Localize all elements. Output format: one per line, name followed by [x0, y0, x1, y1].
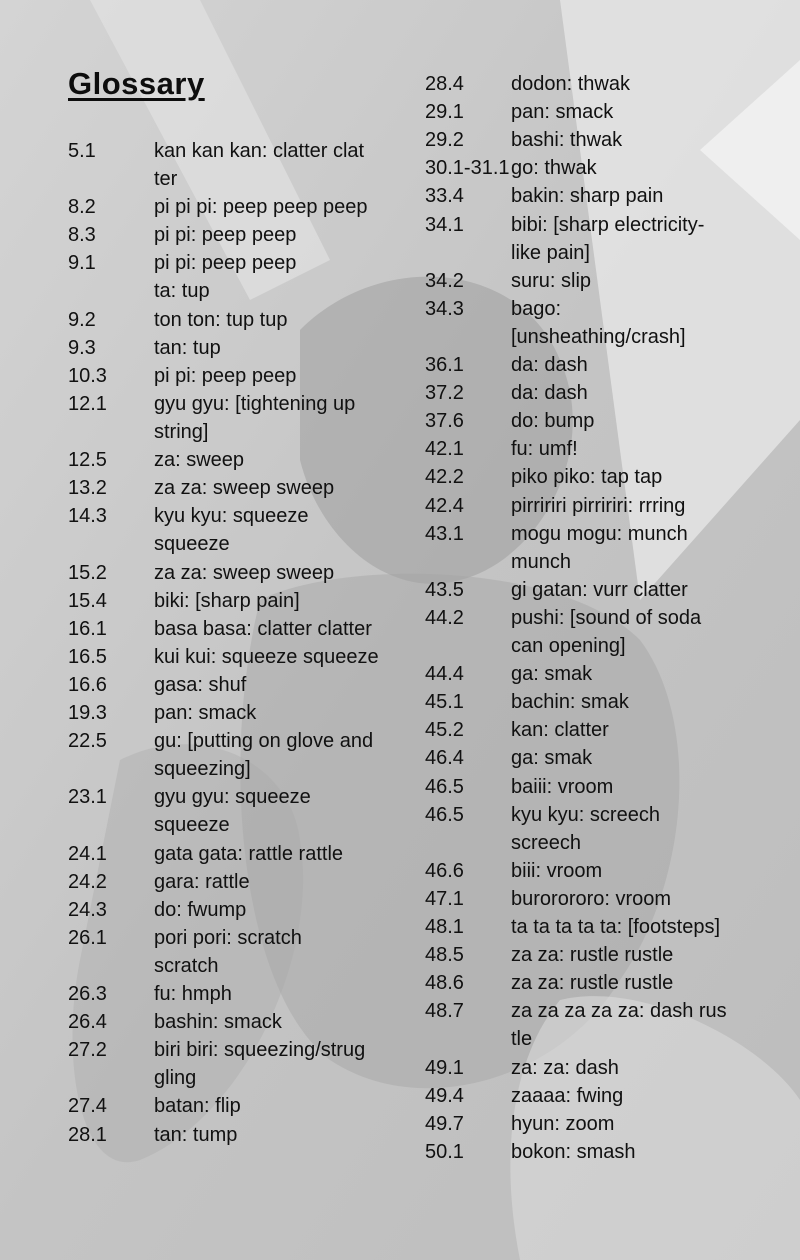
page-panel-number: 46.5 [425, 775, 464, 798]
translation-line: kan: clatter [511, 719, 609, 742]
page-panel-number: 30.1-31.1 [425, 157, 510, 180]
page-panel-number: 14.3 [68, 505, 107, 528]
translation-line: biii: vroom [511, 859, 603, 882]
page-panel-number: 49.7 [425, 1112, 464, 1135]
page-panel-number: 24.2 [68, 870, 107, 893]
translation-line: pan: smack [154, 702, 257, 724]
glossary-entry [68, 896, 403, 924]
sound-effect-translation [511, 801, 771, 857]
page-panel-number: 43.1 [425, 522, 464, 545]
page-panel-number: 48.7 [425, 1000, 464, 1023]
page-panel-number: 13.2 [68, 477, 107, 500]
sound-effect-translation [154, 615, 404, 643]
sound-effect-translation [154, 868, 404, 896]
translation-line: batan: flip [154, 1095, 241, 1118]
sound-effect-translation [154, 559, 404, 587]
page-panel-number: 46.6 [425, 859, 464, 882]
glossary-entry [68, 643, 403, 671]
page-panel-number: 43.5 [425, 578, 464, 601]
page-panel-number: 9.3 [68, 336, 96, 359]
glossary-entry [425, 801, 800, 857]
glossary-entry [425, 182, 800, 210]
glossary-entry [68, 924, 403, 980]
translation-line: squeezing] [154, 758, 251, 781]
glossary-entry [425, 154, 800, 182]
translation-line: za za: rustle rustle [511, 944, 674, 967]
page-panel-number: 45.2 [425, 719, 464, 742]
page-panel-number: 48.6 [425, 972, 464, 995]
glossary-entry [425, 1138, 800, 1166]
sound-effect-translation [511, 154, 771, 182]
sound-effect-translation [154, 727, 404, 783]
glossary-entry [425, 492, 800, 520]
page-panel-number: 42.4 [425, 494, 464, 517]
translation-line: kan kan kan: clatter clat [154, 140, 365, 162]
glossary-entry [425, 1110, 800, 1138]
translation-line: biki: [sharp pain] [154, 589, 300, 612]
page-panel-number: 9.2 [68, 308, 96, 331]
glossary-entry [425, 351, 800, 379]
glossary-entry [425, 969, 800, 997]
glossary-entry [425, 1082, 800, 1110]
sound-effect-translation [511, 1110, 771, 1138]
page-panel-number: 8.2 [68, 196, 96, 219]
page-panel-number: 42.1 [425, 438, 464, 461]
glossary-entry [68, 221, 403, 249]
glossary-entry [68, 249, 403, 305]
page-panel-number: 16.6 [68, 673, 107, 696]
sound-effect-translation [511, 1054, 771, 1082]
sound-effect-translation [154, 137, 404, 193]
glossary-entry [68, 446, 403, 474]
translation-line: mogu mogu: munch [511, 522, 688, 545]
sound-effect-translation [511, 211, 771, 267]
page-panel-number: 44.4 [425, 663, 464, 686]
page-panel-number: 24.3 [68, 898, 107, 921]
translation-line: dodon: thwak [511, 73, 630, 95]
translation-line: baiii: vroom [511, 775, 614, 798]
translation-line: da: dash [511, 354, 588, 376]
page-panel-number: 48.1 [425, 916, 464, 938]
translation-line: kyu kyu: squeeze [154, 505, 309, 528]
page-panel-number: 27.2 [68, 1039, 107, 1062]
page-panel-number: 46.5 [425, 803, 464, 826]
sound-effect-translation [511, 716, 771, 744]
sound-effect-translation [511, 688, 771, 716]
translation-line: hyun: zoom [511, 1112, 615, 1135]
translation-line: zaaaa: fwing [511, 1084, 624, 1107]
translation-line: ga: smak [511, 747, 593, 770]
translation-line: kyu kyu: screech [511, 803, 660, 826]
translation-line: suru: slip [511, 269, 592, 292]
sound-effect-translation [511, 1138, 771, 1166]
page-panel-number: 9.1 [68, 252, 96, 275]
translation-line: za za: sweep sweep [154, 561, 335, 584]
glossary-entry [425, 126, 800, 154]
translation-line: biri biri: squeezing/strug [154, 1039, 366, 1062]
sound-effect-translation [511, 969, 771, 997]
page-panel-number: 26.4 [68, 1011, 107, 1034]
sound-effect-translation [511, 744, 771, 772]
translation-line: squeeze [154, 533, 230, 556]
sound-effect-translation [154, 474, 404, 502]
sound-effect-translation [154, 502, 404, 558]
glossary-entry [425, 773, 800, 801]
translation-line: za: sweep [154, 449, 245, 472]
glossary-entry [425, 660, 800, 688]
page-panel-number: 19.3 [68, 702, 107, 724]
sound-effect-translation [511, 520, 771, 576]
glossary-entry [68, 840, 403, 868]
translation-line: string] [154, 420, 209, 443]
sound-effect-translation [154, 699, 404, 727]
page-panel-number: 22.5 [68, 730, 107, 753]
translation-line: gyu gyu: [tightening up [154, 392, 356, 415]
translation-line: pori pori: scratch [154, 926, 302, 949]
sound-effect-translation [154, 1121, 404, 1149]
page-panel-number: 34.3 [425, 297, 464, 320]
glossary-entry [68, 334, 403, 362]
translation-line: gasa: shuf [154, 673, 247, 696]
translation-line: ta: tup [154, 280, 210, 303]
glossary-entry [425, 604, 800, 660]
glossary-entry [425, 1054, 800, 1082]
translation-line: do: bump [511, 410, 595, 433]
translation-line: ga: smak [511, 663, 593, 686]
translation-line: gyu gyu: squeeze [154, 786, 311, 809]
translation-line: pan: smack [511, 101, 614, 124]
translation-line: pirririri pirririri: rrring [511, 494, 686, 517]
page-panel-number: 5.1 [68, 140, 96, 162]
translation-line: screech [511, 831, 582, 854]
translation-line: bakin: sharp pain [511, 185, 664, 208]
sound-effect-translation [154, 221, 404, 249]
glossary-entry [425, 885, 800, 913]
page-panel-number: 16.1 [68, 617, 107, 640]
glossary-entry [68, 306, 403, 334]
sound-effect-translation [154, 643, 404, 671]
page-panel-number: 50.1 [425, 1140, 464, 1163]
glossary-entry [425, 576, 800, 604]
sound-effect-translation [154, 334, 404, 362]
sound-effect-translation [511, 604, 771, 660]
sound-effect-translation [154, 306, 404, 334]
page-panel-number: 24.1 [68, 842, 107, 865]
translation-line: can opening] [511, 634, 626, 657]
translation-line: go: thwak [511, 157, 597, 180]
glossary-entry [68, 559, 403, 587]
sound-effect-translation [511, 98, 771, 126]
sound-effect-translation [511, 1082, 771, 1110]
translation-line: bashi: thwak [511, 129, 623, 152]
glossary-entry [68, 615, 403, 643]
sound-effect-translation [154, 671, 404, 699]
sound-effect-translation [511, 492, 771, 520]
sound-effect-translation [511, 576, 771, 604]
translation-line: pi pi: peep peep [154, 252, 297, 275]
translation-line: basa basa: clatter clatter [154, 617, 372, 640]
sound-effect-translation [511, 435, 771, 463]
page-panel-number: 42.2 [425, 466, 464, 489]
page-panel-number: 36.1 [425, 354, 464, 376]
glossary-entry [425, 379, 800, 407]
sound-effect-translation [511, 379, 771, 407]
glossary-entry [425, 744, 800, 772]
glossary-entry [68, 980, 403, 1008]
glossary-entry [68, 783, 403, 839]
glossary-entry [68, 1121, 403, 1149]
page-panel-number: 44.2 [425, 606, 464, 629]
page-panel-number: 37.2 [425, 382, 464, 405]
page-panel-number: 33.4 [425, 185, 464, 208]
page-panel-number: 15.2 [68, 561, 107, 584]
page-panel-number: 37.6 [425, 410, 464, 433]
page-panel-number: 34.1 [425, 213, 464, 236]
glossary-entry [68, 1036, 403, 1092]
glossary-entry [425, 267, 800, 295]
page-panel-number: 49.1 [425, 1056, 464, 1079]
sound-effect-translation [511, 70, 771, 98]
translation-line: bashin: smack [154, 1011, 282, 1034]
sound-effect-translation [511, 997, 771, 1053]
page-title: Glossary [68, 66, 205, 101]
sound-effect-translation [154, 362, 404, 390]
translation-line: gu: [putting on glove and [154, 730, 374, 753]
glossary-entry [425, 463, 800, 491]
translation-line: za: za: dash [511, 1056, 619, 1079]
glossary-entry [425, 70, 800, 98]
sound-effect-translation [154, 587, 404, 615]
translation-line: tle [511, 1028, 533, 1051]
glossary-entry [425, 857, 800, 885]
glossary-entry [68, 587, 403, 615]
sound-effect-translation [154, 783, 404, 839]
page-panel-number: 47.1 [425, 887, 464, 910]
glossary-entry [425, 98, 800, 126]
translation-line: fu: umf! [511, 438, 578, 461]
glossary-entry [68, 1092, 403, 1120]
translation-line: ta ta ta ta ta: [footsteps] [511, 916, 721, 938]
translation-line: za za: sweep sweep [154, 477, 335, 500]
page-panel-number: 26.1 [68, 926, 107, 949]
page-panel-number: 8.3 [68, 224, 96, 247]
page-panel-number: 29.1 [425, 101, 464, 124]
translation-line: like pain] [511, 241, 590, 264]
glossary-entry [425, 435, 800, 463]
glossary-entry [425, 520, 800, 576]
translation-line: munch [511, 550, 572, 573]
sound-effect-translation [154, 390, 404, 446]
translation-line: scratch [154, 954, 219, 977]
glossary-entry [425, 211, 800, 267]
sound-effect-translation [511, 126, 771, 154]
page-panel-number: 46.4 [425, 747, 464, 770]
translation-line: gi gatan: vurr clatter [511, 578, 688, 601]
page-panel-number: 28.4 [425, 73, 464, 95]
translation-line: pushi: [sound of soda [511, 606, 702, 629]
sound-effect-translation [154, 1008, 404, 1036]
glossary-entry [68, 868, 403, 896]
translation-line: bachin: smak [511, 691, 629, 714]
translation-line: ton ton: tup tup [154, 308, 288, 331]
glossary-entry [425, 295, 800, 351]
glossary-entry [68, 699, 403, 727]
glossary-entry [68, 474, 403, 502]
translation-line: [unsheathing/crash] [511, 325, 686, 348]
glossary-entry [425, 941, 800, 969]
sound-effect-translation [511, 913, 771, 941]
page-panel-number: 48.5 [425, 944, 464, 967]
sound-effect-translation [511, 182, 771, 210]
sound-effect-translation [511, 267, 771, 295]
glossary-entry [68, 1008, 403, 1036]
page-panel-number: 16.5 [68, 645, 107, 668]
glossary-entry [68, 137, 403, 193]
translation-line: pi pi: peep peep [154, 224, 297, 247]
translation-line: bibi: [sharp electricity- [511, 213, 705, 236]
glossary-entry [425, 688, 800, 716]
sound-effect-translation [511, 407, 771, 435]
translation-line: tan: tup [154, 336, 221, 359]
sound-effect-translation [511, 351, 771, 379]
sound-effect-translation [154, 249, 404, 305]
translation-line: fu: hmph [154, 983, 232, 1005]
page-panel-number: 10.3 [68, 364, 107, 387]
sound-effect-translation [511, 295, 771, 351]
glossary-entry [425, 407, 800, 435]
page-panel-number: 26.3 [68, 983, 107, 1005]
sound-effect-translation [154, 1092, 404, 1120]
sound-effect-translation [154, 1036, 404, 1092]
page-panel-number: 12.5 [68, 449, 107, 472]
sound-effect-translation [154, 980, 404, 1008]
translation-line: burorororo: vroom [511, 887, 672, 910]
sound-effect-translation [511, 773, 771, 801]
sound-effect-translation [154, 840, 404, 868]
page-panel-number: 12.1 [68, 392, 107, 415]
translation-line: bago: [511, 297, 562, 320]
sound-effect-translation [511, 463, 771, 491]
glossary-entry [425, 997, 800, 1053]
translation-line: za za: rustle rustle [511, 972, 674, 995]
translation-line: ter [154, 168, 178, 190]
sound-effect-translation [154, 896, 404, 924]
glossary-entry [68, 362, 403, 390]
glossary-entry [68, 193, 403, 221]
translation-line: squeeze [154, 814, 230, 837]
sound-effect-translation [154, 924, 404, 980]
translation-line: pi pi pi: peep peep peep [154, 196, 368, 219]
translation-line: kui kui: squeeze squeeze [154, 645, 379, 668]
translation-line: gata gata: rattle rattle [154, 842, 344, 865]
sound-effect-translation [511, 660, 771, 688]
translation-line: bokon: smash [511, 1140, 636, 1163]
page-panel-number: 28.1 [68, 1123, 107, 1146]
page-panel-number: 45.1 [425, 691, 464, 714]
glossary-entry [68, 390, 403, 446]
translation-line: piko piko: tap tap [511, 466, 663, 489]
translation-line: za za za za za: dash rus [511, 1000, 727, 1023]
page-panel-number: 15.4 [68, 589, 107, 612]
glossary-entry [425, 716, 800, 744]
sound-effect-translation [511, 941, 771, 969]
page-panel-number: 27.4 [68, 1095, 107, 1118]
sound-effect-translation [511, 857, 771, 885]
sound-effect-translation [511, 885, 771, 913]
translation-line: gling [154, 1067, 197, 1090]
translation-line: do: fwump [154, 898, 247, 921]
page-panel-number: 23.1 [68, 786, 107, 809]
page-panel-number: 49.4 [425, 1084, 464, 1107]
sound-effect-translation [154, 193, 404, 221]
sound-effect-translation [154, 446, 404, 474]
translation-line: pi pi: peep peep [154, 364, 297, 387]
translation-line: gara: rattle [154, 870, 250, 893]
page-panel-number: 29.2 [425, 129, 464, 152]
page-panel-number: 34.2 [425, 269, 464, 292]
glossary-entry [425, 913, 800, 941]
glossary-entry [68, 671, 403, 699]
translation-line: da: dash [511, 382, 588, 405]
glossary-entry [68, 727, 403, 783]
glossary-entry [68, 502, 403, 558]
translation-line: tan: tump [154, 1123, 238, 1146]
